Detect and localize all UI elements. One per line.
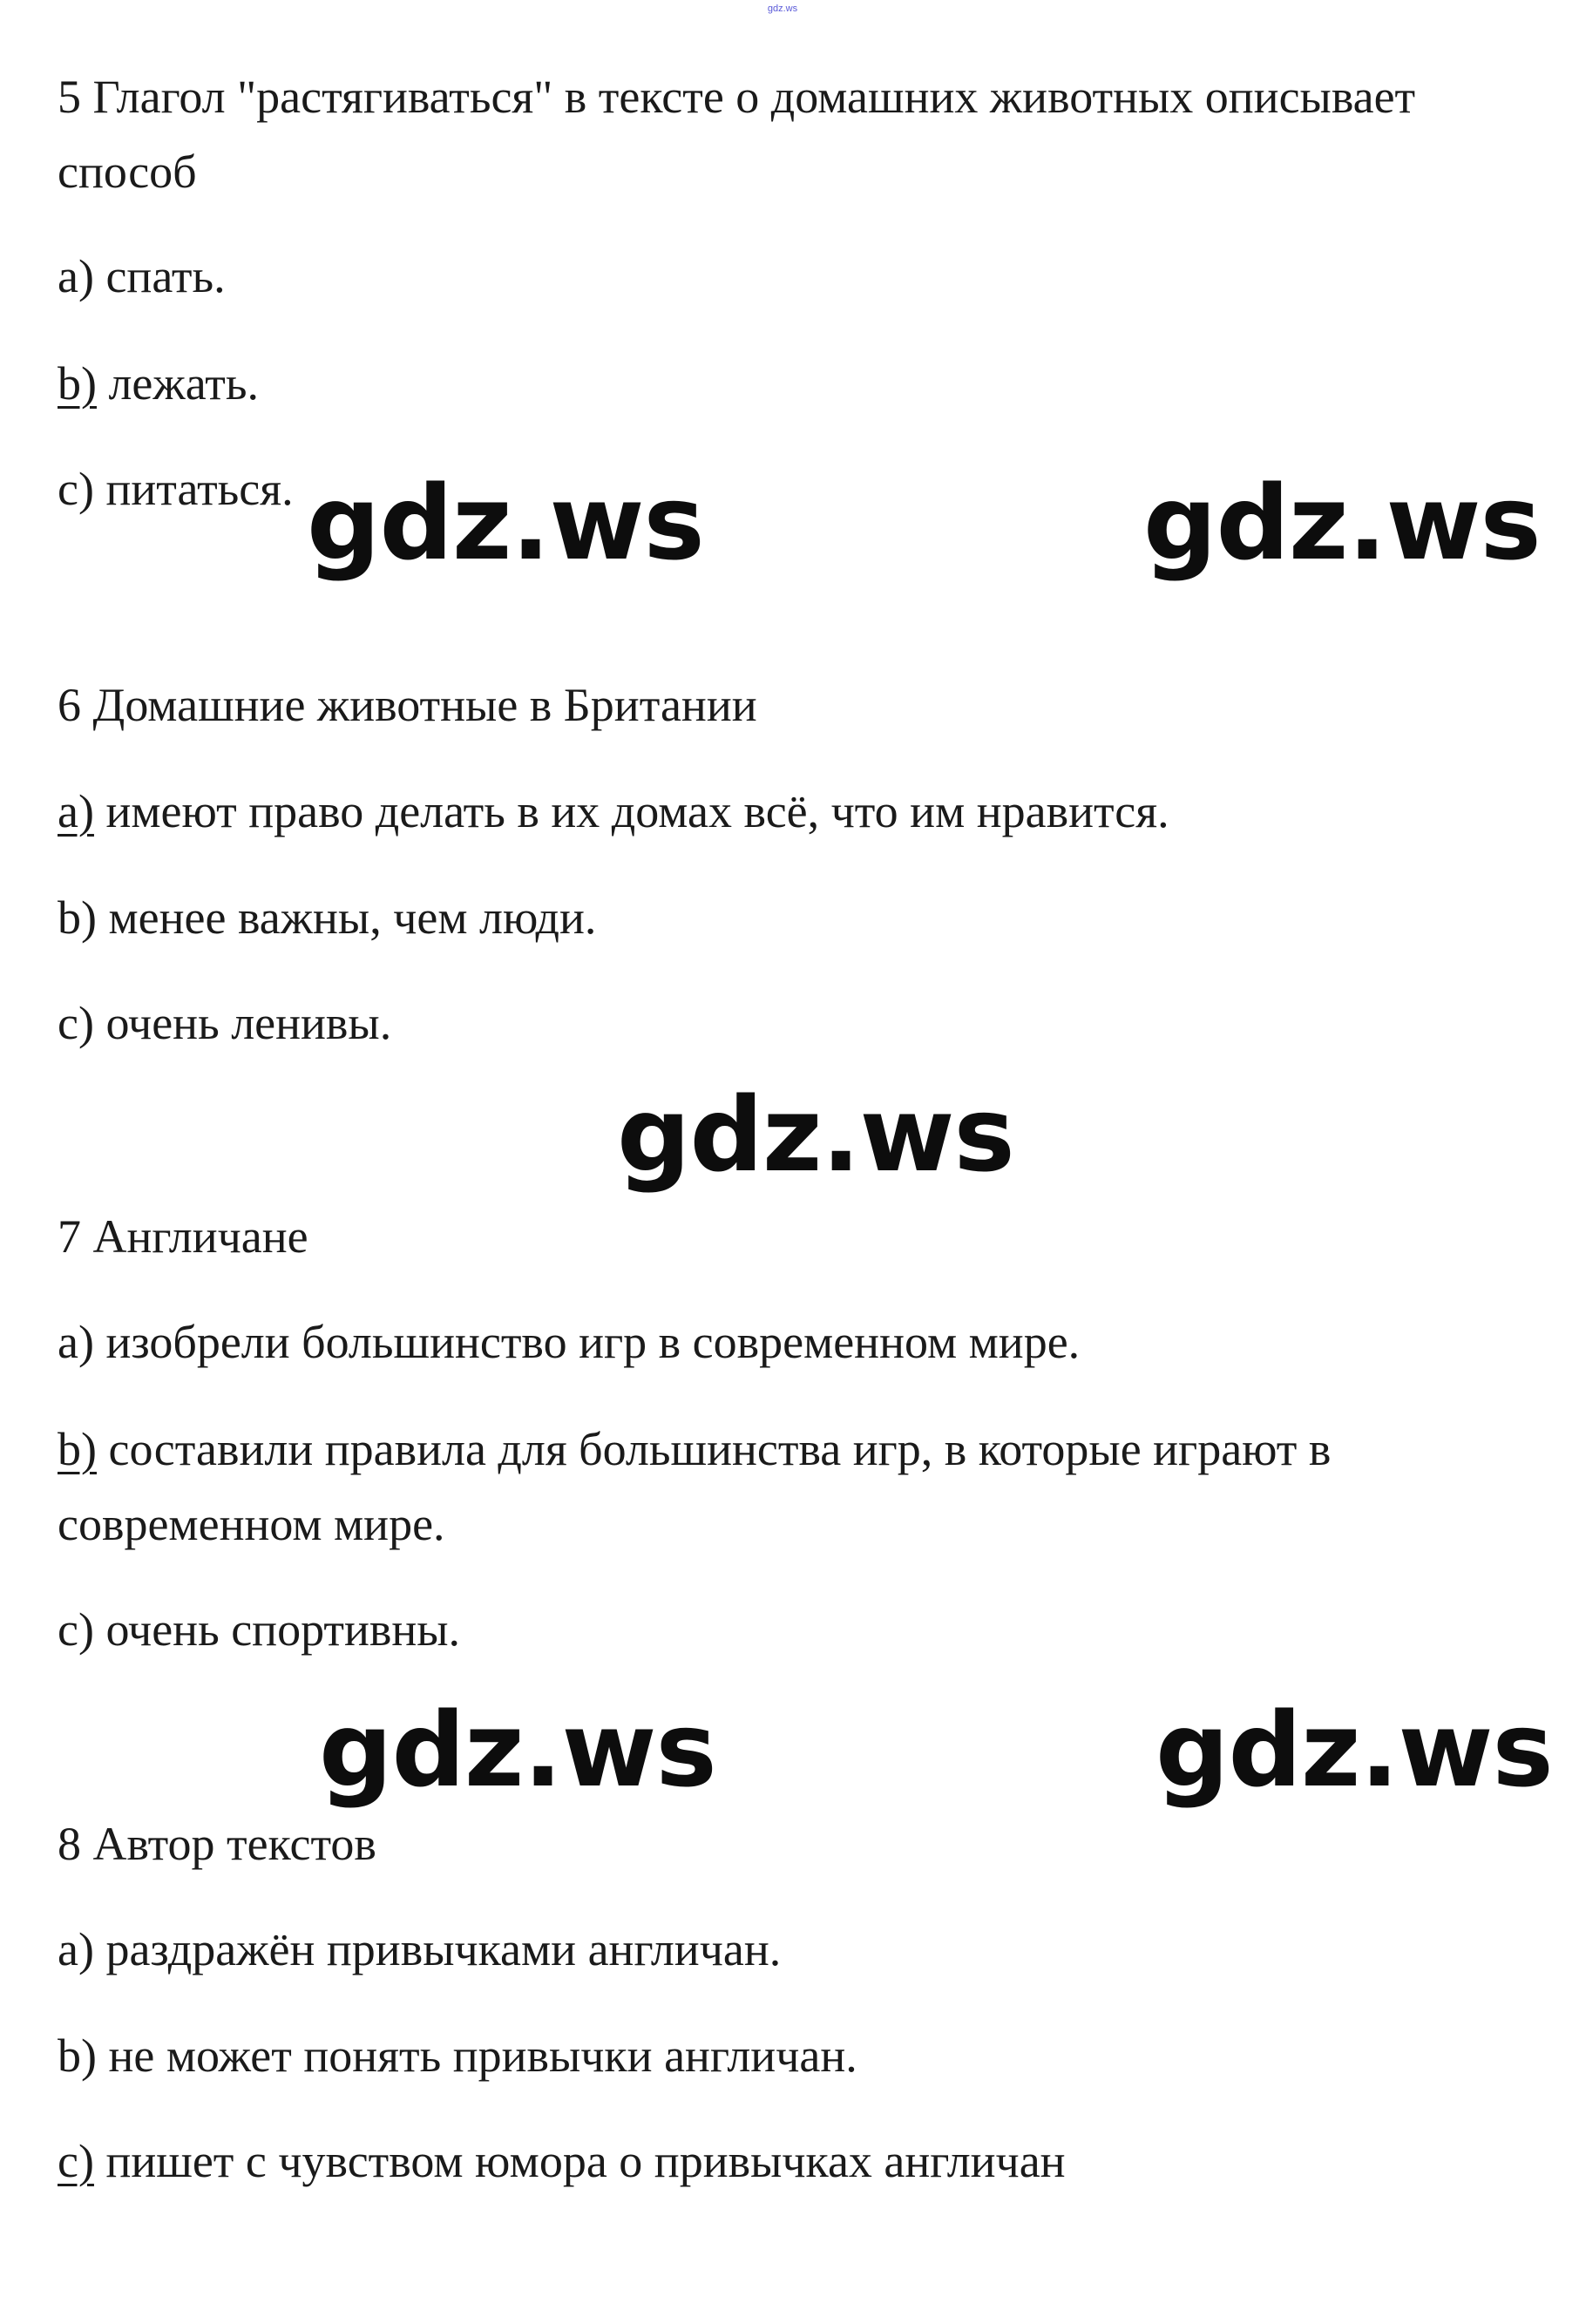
- option-text: изобрели большинство игр в современном мире.: [93, 1316, 1081, 1368]
- option-text: имеют право делать в их домах всё, что им нравится.: [93, 785, 1169, 837]
- question-6-stem: 6 Домашние животные в Британии: [58, 679, 757, 731]
- question-8-stem: 8 Автор текстов: [58, 1818, 376, 1870]
- option-text: менее важны, чем люди.: [96, 891, 597, 944]
- question-6-option-b: [58, 880, 596, 955]
- question-7-option-b: [58, 1412, 1331, 1487]
- option-marker-selected: c): [58, 2135, 94, 2187]
- question-6-option-a: [58, 774, 1169, 849]
- option-text: питаться.: [93, 463, 294, 515]
- option-text: очень ленивы.: [93, 997, 392, 1049]
- watermark: gdz.ws: [1155, 1690, 1553, 1810]
- question-6-option-c: [58, 986, 391, 1060]
- option-marker: b): [58, 891, 97, 944]
- question-7-option-a: [58, 1304, 1080, 1379]
- top-watermark-text: gdz.ws: [767, 3, 798, 14]
- question-5-option-a: [58, 239, 226, 314]
- option-marker: c): [58, 1603, 94, 1656]
- option-text: пишет с чувством юмора о привычках англичан: [93, 2135, 1066, 2187]
- watermark: gdz.ws: [307, 463, 704, 583]
- option-text: раздражён привычками англичан.: [93, 1923, 782, 1975]
- watermark: gdz.ws: [1143, 463, 1541, 583]
- question-5-stem: 5 Глагол "растягиваться" в тексте о домашних животных описывает: [58, 71, 1416, 123]
- option-marker: c): [58, 463, 94, 515]
- option-text: лежать.: [96, 357, 260, 410]
- option-text: спать.: [93, 250, 226, 302]
- question-5-option-b: [58, 346, 259, 421]
- option-marker: c): [58, 997, 94, 1049]
- question-7-option-c: [58, 1592, 460, 1667]
- option-text: не может понять привычки англичан.: [96, 2029, 857, 2082]
- question-5-option-c: [58, 451, 294, 526]
- question-8-option-a: [58, 1912, 781, 1987]
- question-8-option-b: [58, 2018, 857, 2093]
- question-8-option-c: [58, 2124, 1066, 2199]
- option-marker-selected: b): [58, 1423, 97, 1475]
- option-marker: a): [58, 1923, 94, 1975]
- option-marker: a): [58, 250, 94, 302]
- question-7-option-b-cont: современном мире.: [58, 1498, 445, 1550]
- option-text: очень спортивны.: [93, 1603, 461, 1656]
- option-marker: b): [58, 2029, 97, 2082]
- watermark: gdz.ws: [319, 1690, 716, 1810]
- option-text: составили правила для большинства игр, в которые играют в: [96, 1423, 1332, 1475]
- watermark: gdz.ws: [617, 1074, 1014, 1195]
- option-marker: a): [58, 1316, 94, 1368]
- question-7-stem: 7 Англичане: [58, 1210, 308, 1263]
- option-marker-selected: b): [58, 357, 97, 410]
- question-5-stem-cont: способ: [58, 146, 197, 198]
- option-marker-selected: a): [58, 785, 94, 837]
